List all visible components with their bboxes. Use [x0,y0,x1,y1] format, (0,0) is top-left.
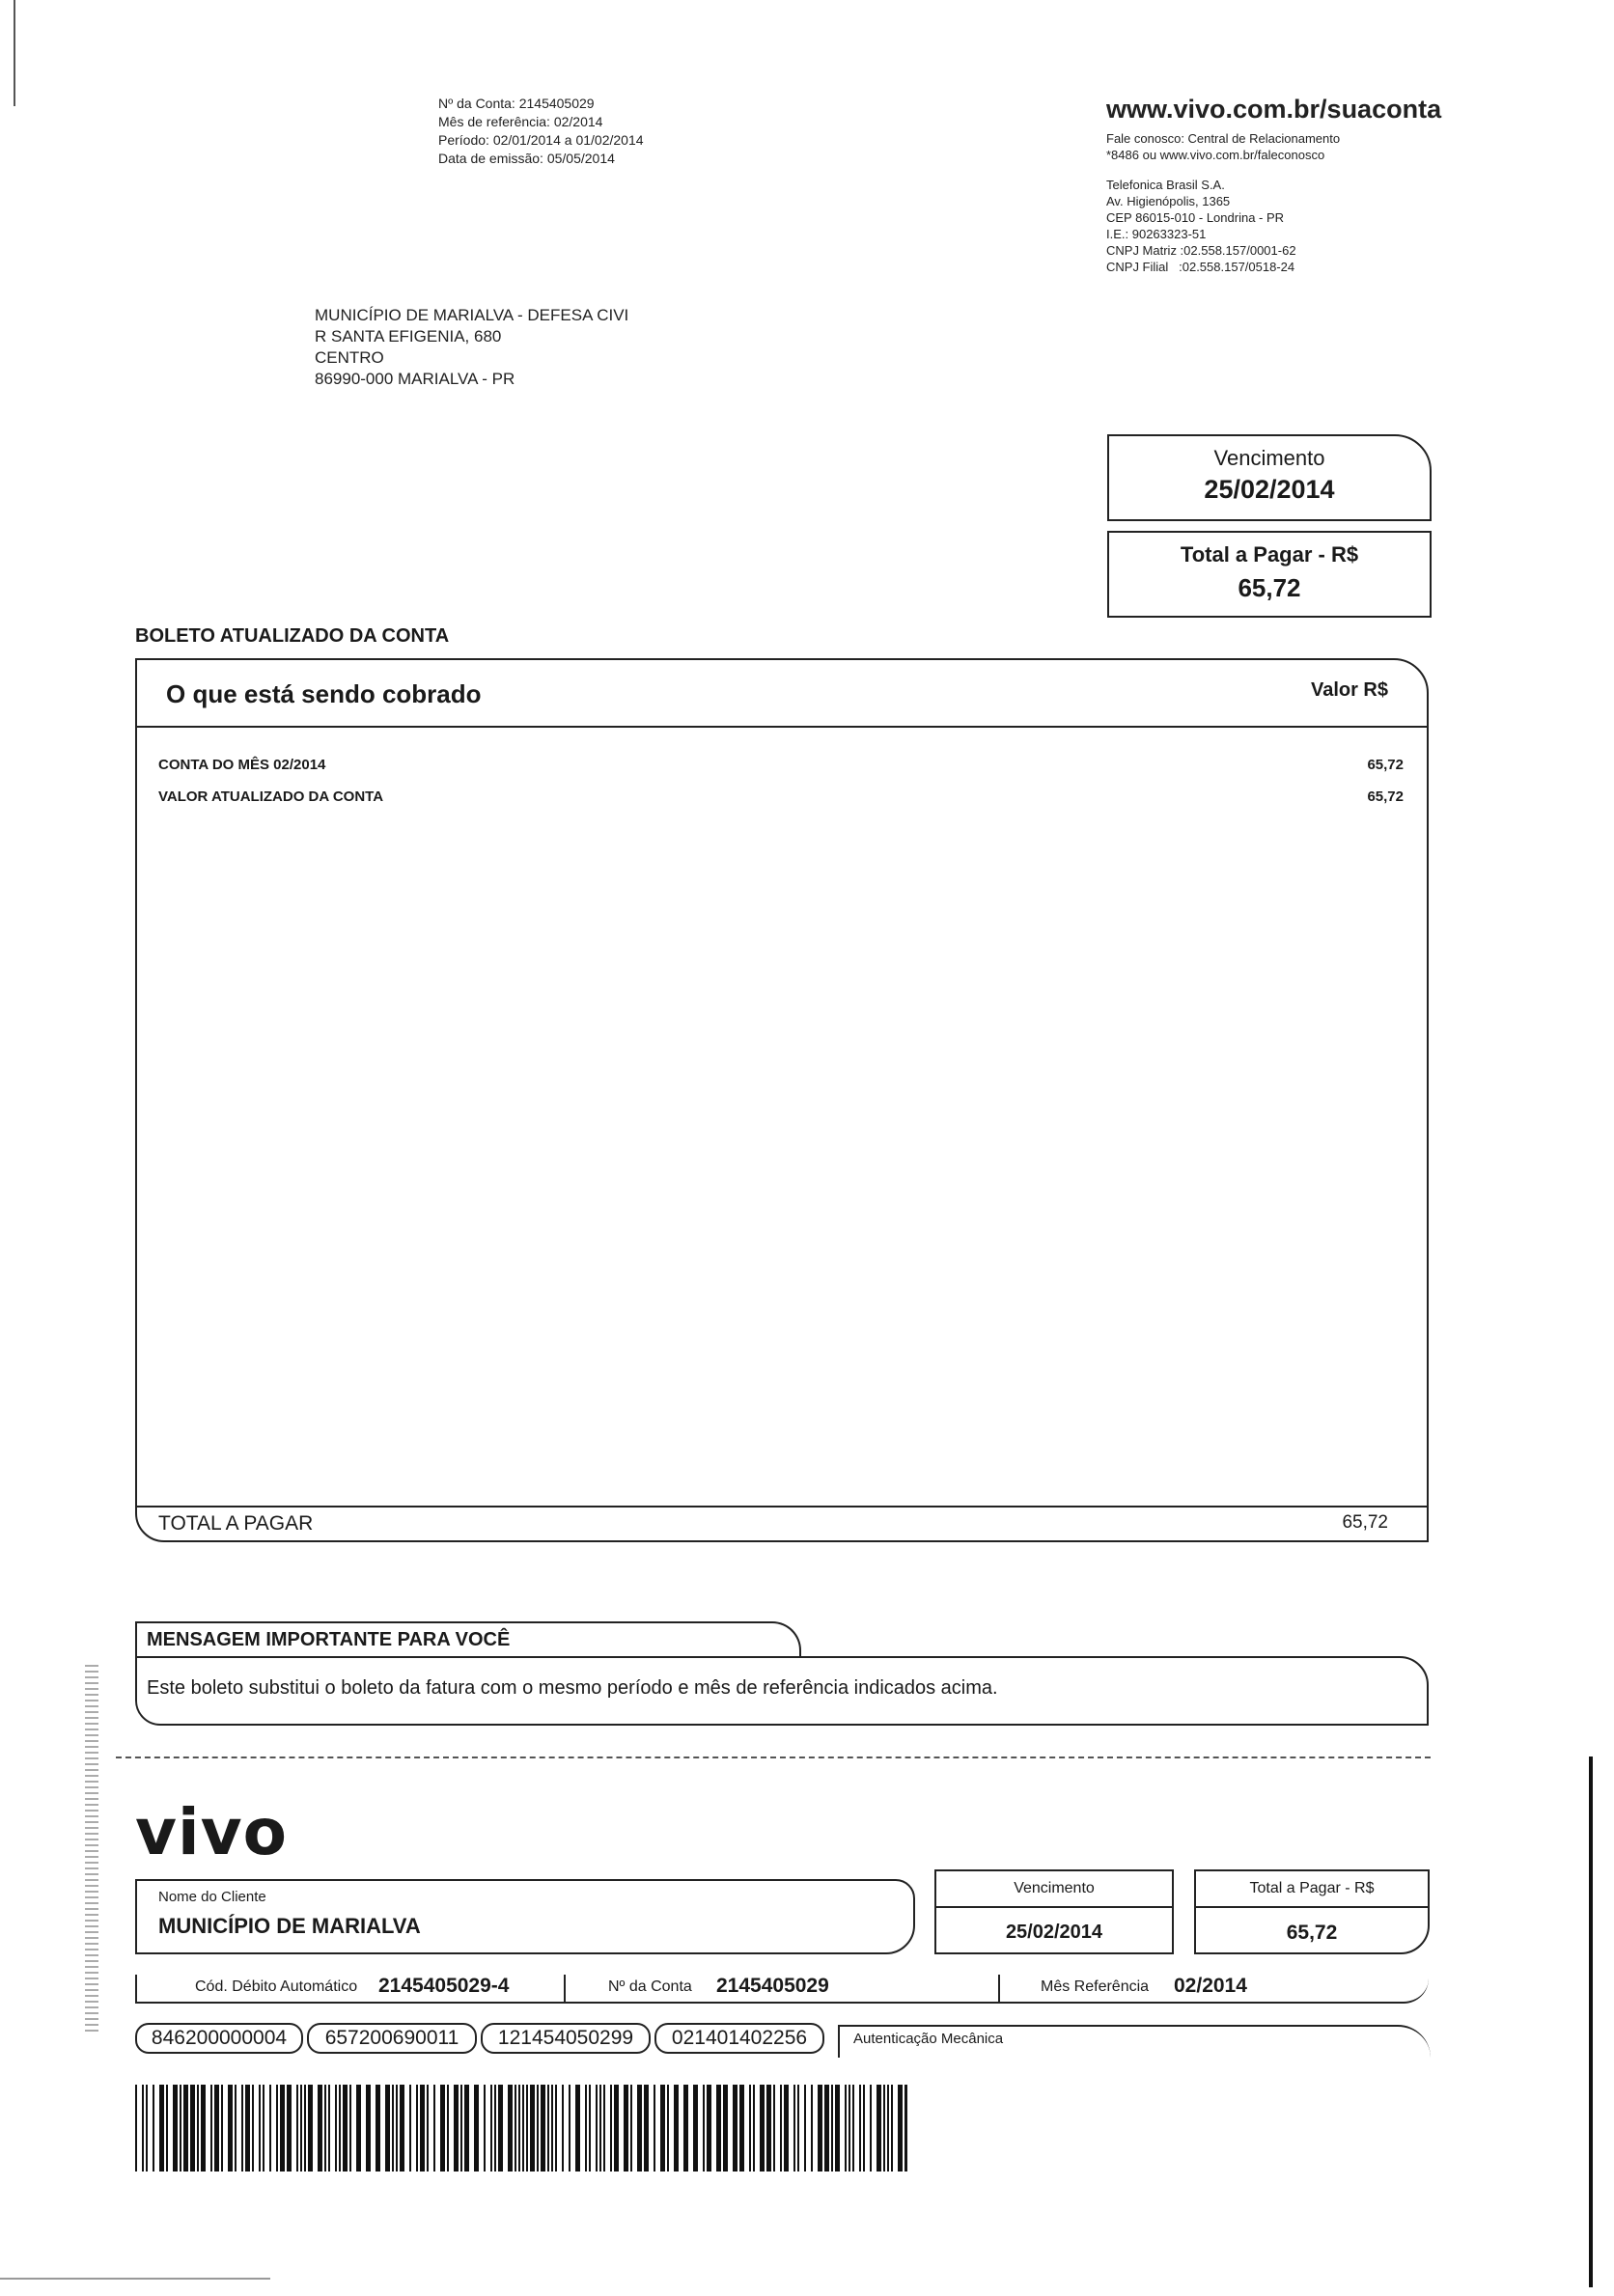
slip-due-box [934,1869,1174,1954]
total-due-value: 65,72 [1342,1512,1388,1533]
company-address: Av. Higienópolis, 1365 [1106,194,1231,208]
reference-month: Mês de referência: 02/2014 [438,114,603,129]
contact-line: *8486 ou www.vivo.com.br/faleconosco [1106,148,1325,162]
company-name: Telefonica Brasil S.A. [1106,178,1225,192]
charge-value: 65,72 [1367,757,1404,773]
total-value: 65,72 [1238,573,1301,602]
scan-edge-mark [14,0,15,106]
charges-frame [135,658,1429,1542]
ref-value: 02/2014 [1174,1975,1247,1997]
vivo-logo: vivo [135,1795,289,1869]
message-text: Este boleto substitui o boleto da fatura com o mesmo período e mês de referência indicados acima. [147,1677,998,1699]
charge-label: VALOR ATUALIZADO DA CONTA [158,788,384,805]
digit-group: 846200000004 [135,2023,303,2054]
charges-list [158,757,1404,820]
client-name: MUNICÍPIO DE MARIALVA [158,1914,421,1938]
section-title: BOLETO ATUALIZADO DA CONTA [135,625,450,647]
slip-total-value: 65,72 [1286,1922,1338,1944]
charge-value: 65,72 [1367,788,1404,805]
digit-group: 121454050299 [481,2023,651,2054]
due-value: 25/02/2014 [1204,475,1335,504]
charges-footer [137,1506,1427,1540]
divider [998,1975,1000,2004]
contact-line: Fale conosco: Central de Relacionamento [1106,131,1341,146]
client-name-box [135,1879,915,1954]
issue-date: Data de emissão: 05/05/2014 [438,151,615,166]
slip-total-label: Total a Pagar - R$ [1196,1871,1428,1908]
ref-label: Mês Referência [1041,1978,1150,1995]
company-info [1106,95,1441,275]
company-cnpj-matriz: CNPJ Matriz :02.558.157/0001-62 [1106,243,1296,258]
digit-group: 021401402256 [654,2023,824,2054]
margin-print-mark [85,1665,98,2032]
billing-period: Período: 02/01/2014 a 01/02/2014 [438,132,644,148]
total-due-label: TOTAL A PAGAR [158,1512,314,1535]
due-date-box [1107,434,1432,521]
company-cnpj-filial: CNPJ Filial :02.558.157/0518-24 [1106,260,1295,274]
slip-total-box [1194,1869,1430,1954]
list-item [158,788,1404,820]
account-label: Nº da Conta [608,1978,692,1995]
cut-line-divider [116,1757,1431,1758]
message-title-tab [135,1621,801,1658]
scan-edge-mark [0,2278,270,2280]
message-title: MENSAGEM IMPORTANTE PARA VOCÊ [147,1629,511,1650]
recipient-street: R SANTA EFIGENIA, 680 [315,327,502,346]
recipient-address [315,305,628,390]
client-label: Nome do Cliente [158,1889,266,1905]
charge-label: CONTA DO MÊS 02/2014 [158,757,326,773]
recipient-district: CENTRO [315,348,384,367]
value-column-header: Valor R$ [1310,679,1388,701]
slip-due-label: Vencimento [936,1871,1172,1908]
message-box [135,1656,1429,1726]
due-label: Vencimento [1213,446,1325,470]
charges-title: O que está sendo cobrado [166,679,482,708]
scan-edge-mark [1589,1757,1593,2287]
divider [564,1975,566,2004]
total-label: Total a Pagar - R$ [1180,542,1359,567]
account-value: 2145405029 [716,1975,829,1997]
auth-label: Autenticação Mecânica [853,2031,1004,2047]
digit-group: 657200690011 [307,2023,477,2054]
total-box [1107,531,1432,618]
slip-codes-row [135,1975,1429,2004]
company-cep: CEP 86015-010 - Londrina - PR [1106,210,1285,225]
slip-due-value: 25/02/2014 [1005,1922,1103,1943]
recipient-city: 86990-000 MARIALVA - PR [315,370,515,388]
company-ie: I.E.: 90263323-51 [1106,227,1207,241]
mechanical-auth-box [838,2025,1431,2058]
charges-header [137,660,1427,728]
account-number: Nº da Conta: 2145405029 [438,96,595,111]
account-info [438,95,644,168]
company-website: www.vivo.com.br/suaconta [1106,95,1442,124]
debit-value: 2145405029-4 [378,1975,510,1997]
recipient-name: MUNICÍPIO DE MARIALVA - DEFESA CIVI [315,306,629,324]
list-item [158,757,1404,788]
barcode-image [135,2085,907,2172]
debit-label: Cód. Débito Automático [195,1978,358,1995]
